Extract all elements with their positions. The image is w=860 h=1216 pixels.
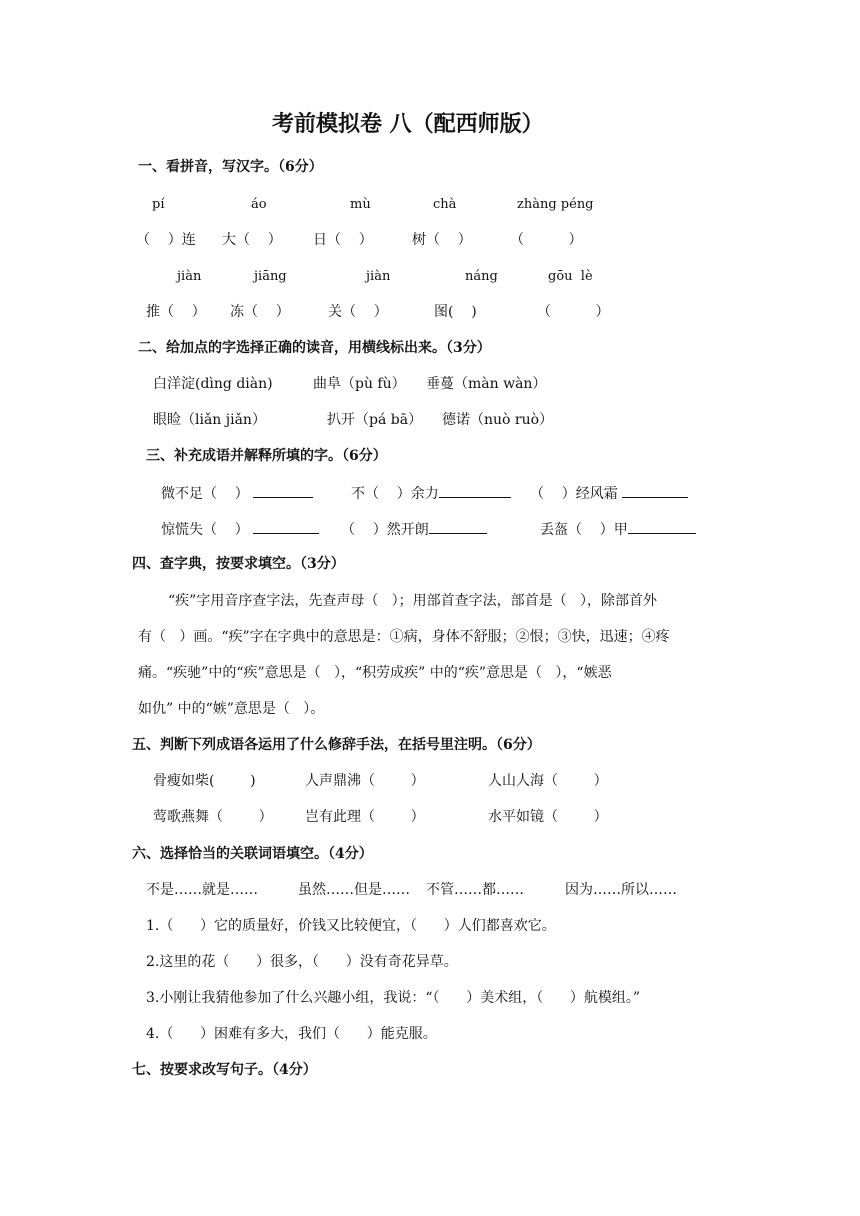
idiom-item-3 — [530, 483, 688, 503]
fill-item-lian: （ ）连 — [136, 232, 196, 248]
idiom-text: （ ）然开朗 — [341, 522, 429, 538]
answer-blank — [622, 483, 688, 498]
paragraph-line-2: 有（ ）画。“疾”字在字典中的意思是：①病，身体不舒服；②恨；③快，迅速；④疼 — [138, 629, 670, 645]
idiom-item-1 — [161, 483, 313, 503]
conjunction-option-2: 虽然……但是…… — [298, 882, 410, 898]
answer-blank — [628, 519, 696, 534]
paragraph-line-4: 如仇” 中的“嫉”意思是（ ）。 — [138, 701, 325, 717]
answer-blank — [439, 483, 511, 498]
pinyin-mu: mù — [350, 197, 371, 212]
idiom-text: 微不足（ ） — [161, 486, 249, 502]
fill-item-tui: 推（ ） — [146, 304, 206, 320]
reading-item-qufu: 曲阜（pù fù） — [313, 376, 406, 392]
fill-item-da: 大（ ） — [222, 232, 282, 248]
sentence-1: 1.（ ）它的质量好，价钱又比较便宜，（ ）人们都喜欢它。 — [146, 918, 556, 934]
pinyin-goule: gōu lè — [548, 269, 593, 284]
fill-item-dong: 冻（ ） — [230, 304, 290, 320]
rhetoric-item-5: 岂有此理（ ） — [305, 809, 425, 825]
answer-blank — [253, 483, 313, 498]
sentence-3: 3.小刚让我猜他参加了什么兴趣小组，我说：“（ ）美术组，（ ）航模组。” — [146, 990, 641, 1006]
idiom-item-5 — [341, 519, 487, 539]
rhetoric-item-6: 水平如镜（ ） — [488, 809, 608, 825]
idiom-item-2 — [351, 483, 511, 503]
section-2-heading: 二、给加点的字选择正确的读音，用横线标出来。（3分） — [138, 340, 491, 356]
pinyin-jian1: jiàn — [177, 269, 202, 284]
answer-blank — [253, 519, 319, 534]
answer-blank — [429, 519, 487, 534]
reading-item-yanjian: 眼睑（liǎn jiǎn） — [153, 412, 266, 428]
sentence-4: 4.（ ）困难有多大，我们（ ）能克服。 — [146, 1026, 437, 1042]
paragraph-line-1: “疾”字用音序查字法，先查声母（ ）；用部首查字法，部首是（ ），除部首外 — [168, 593, 658, 609]
section-1-heading: 一、看拼音，写汉字。（6分） — [138, 159, 323, 175]
rhetoric-item-1: 骨瘦如柴( ) — [153, 773, 256, 789]
reading-item-denuo: 德诺（nuò ruò） — [442, 412, 554, 428]
idiom-item-6 — [540, 519, 696, 539]
reading-item-bakai: 扒开（pá bā） — [327, 412, 423, 428]
sentence-2: 2.这里的花（ ）很多，（ ）没有奇花异草。 — [146, 954, 458, 970]
section-3-heading: 三、补充成语并解释所填的字。（6分） — [146, 448, 387, 464]
fill-item-tu: 图( ) — [434, 304, 477, 320]
section-5-heading: 五、判断下列成语各运用了什么修辞手法，在括号里注明。（6分） — [132, 737, 541, 753]
conjunction-option-4: 因为……所以…… — [565, 882, 677, 898]
fill-item-goule: （ ） — [537, 304, 610, 320]
pinyin-cha: chà — [433, 197, 457, 212]
fill-item-ri: 日（ ） — [313, 232, 373, 248]
pinyin-nang: náng — [465, 269, 498, 284]
pinyin-jian2: jiàn — [366, 269, 391, 284]
section-7-heading: 七、按要求改写句子。（4分） — [132, 1062, 317, 1078]
pinyin-jiang: jiāng — [254, 269, 287, 284]
idiom-item-4 — [161, 519, 319, 539]
idiom-text: 惊慌失（ ） — [161, 522, 249, 538]
idiom-text: 不（ ）余力 — [351, 486, 439, 502]
pinyin-pi: pí — [152, 197, 165, 212]
fill-item-zhangpeng: （ ） — [510, 232, 583, 248]
idiom-text: （ ）经风霜 — [530, 486, 618, 502]
section-4-heading: 四、查字典，按要求填空。（3分） — [132, 556, 345, 572]
page-title: 考前模拟卷 八（配西师版） — [272, 111, 544, 137]
paragraph-line-3: 痛。“疾驰”中的“疾”意思是（ ），“积劳成疾” 中的“疾”意思是（ ），“嫉恶 — [138, 665, 612, 681]
reading-item-chuiman: 垂蔓（màn wàn） — [426, 376, 547, 392]
reading-item-baiyangdian: 白洋淀(dìng diàn) — [153, 376, 273, 392]
conjunction-option-1: 不是……就是…… — [146, 882, 258, 898]
idiom-text: 丢盔（ ）甲 — [540, 522, 628, 538]
rhetoric-item-4: 莺歌燕舞（ ） — [153, 809, 273, 825]
pinyin-ao: áo — [251, 197, 267, 212]
rhetoric-item-3: 人山人海（ ） — [488, 773, 608, 789]
fill-item-guan: 关（ ） — [328, 304, 388, 320]
rhetoric-item-2: 人声鼎沸（ ） — [305, 773, 425, 789]
section-6-heading: 六、选择恰当的关联词语填空。（4分） — [132, 846, 373, 862]
fill-item-shu: 树（ ） — [412, 232, 472, 248]
conjunction-option-3: 不管……都…… — [426, 882, 524, 898]
pinyin-zhangpeng: zhàng péng — [517, 197, 594, 212]
